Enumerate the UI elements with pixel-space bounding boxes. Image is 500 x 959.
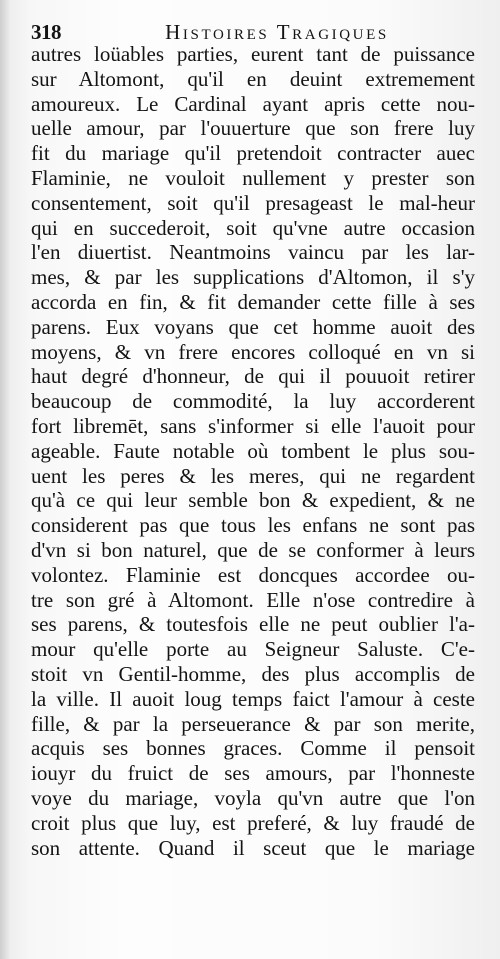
text-line: fit du mariage qu'il pretendoit contracter auec (31, 141, 475, 166)
text-line: fille, & par la perseuerance & par son merite, (31, 711, 475, 736)
text-line: acquis ses bonnes graces. Comme il pensoit (31, 736, 475, 761)
text-line: Flaminie, ne vouloit nullement y prester son (31, 165, 475, 190)
text-line: considerent pas que tous les enfans ne sont pas (31, 513, 475, 538)
text-line: l'en diuertist. Neantmoins vaincu par les lar- (31, 240, 475, 265)
text-line: la ville. Il auoit loug temps faict l'amour à ceste (31, 686, 475, 711)
text-line: son attente. Quand il sceut que le mariage (31, 835, 475, 860)
text-line: uelle amour, par l'ouuerture que son frere luy (31, 116, 475, 141)
text-line: volontez. Flaminie est doncques accordee ou- (31, 562, 475, 587)
running-title: Histoires Tragiques (165, 20, 389, 44)
gutter-shadow (0, 0, 10, 959)
text-line: mour qu'elle porte au Seigneur Saluste. C'e- (31, 637, 475, 662)
text-line: ses parens, & toutesfois elle ne peut oublier l'a- (31, 612, 475, 637)
text-line: ageable. Faute notable où tombent le plus sou- (31, 438, 475, 463)
text-line: haut degré d'honneur, de qui il pouuoit retirer (31, 364, 475, 389)
text-line: uent les peres & les meres, qui ne regardent (31, 463, 475, 488)
text-line: tre son gré à Altomont. Elle n'ose contredire à (31, 587, 475, 612)
text-line: croit plus que luy, est preferé, & luy fraudé de (31, 810, 475, 835)
text-line: qu'à ce qui leur semble bon & expedient, & ne (31, 488, 475, 513)
text-line: beaucoup de commodité, la luy accorderent (31, 389, 475, 414)
text-line: sur Altomont, qu'il en deuint extremement (31, 66, 475, 91)
text-line: moyens, & vn frere encores colloqué en vn si (31, 339, 475, 364)
text-line: consentement, soit qu'il presageast le mal-heur (31, 190, 475, 215)
text-line: d'vn si bon naturel, que de se conformer à leurs (31, 537, 475, 562)
text-line: mes, & par les supplications d'Altomon, il s'y (31, 265, 475, 290)
text-line: amoureux. Le Cardinal ayant apris cette nou- (31, 91, 475, 116)
text-line: accorda en fin, & fit demander cette fille à ses (31, 289, 475, 314)
text-line: voye du mariage, voyla qu'vn autre que l'on (31, 785, 475, 810)
page-number: 318 (31, 20, 61, 44)
text-line: stoit vn Gentil-homme, des plus accomplis de (31, 661, 475, 686)
text-line: autres loüables parties, eurent tant de puissance (31, 42, 475, 66)
text-line: parens. Eux voyans que cet homme auoit des (31, 314, 475, 339)
text-line: fort libremēt, sans s'informer si elle l'auoit pour (31, 413, 475, 438)
text-line: iouyr du fruict de ses amours, par l'honneste (31, 761, 475, 786)
text-line: qui en succederoit, soit qu'vne autre occasion (31, 215, 475, 240)
body-text (31, 42, 475, 860)
